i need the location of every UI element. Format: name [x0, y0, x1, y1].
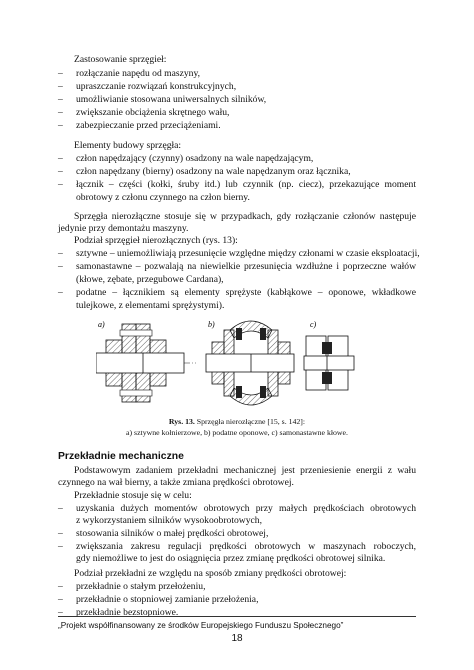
list-dash: –	[58, 153, 63, 164]
list-item: człon napędzany (bierny) osadzony na wale napędzanym oraz łącznika,	[76, 166, 351, 177]
list-dash: –	[58, 179, 63, 190]
list-item: zabezpieczanie przed przeciążeniami.	[76, 120, 221, 131]
figure-label-a: a)	[98, 320, 105, 329]
list-dash: –	[58, 541, 63, 552]
paragraph: Sprzęgła nierozłączne stosuje się w przypadkach, gdy rozłączanie członów następuje	[74, 211, 416, 222]
flexible-tyre-coupling-drawing	[206, 321, 294, 405]
paragraph-continuation: czynnego na wał bierny, a także zmiana prędkości obrotowej.	[58, 477, 294, 488]
section-title: Elementy budowy sprzęgła:	[74, 140, 182, 151]
list-item-continuation: (kłowe, zębate, przegubowe Cardana),	[76, 274, 224, 285]
list-intro: Podział przekładni ze względu na sposób zmiany prędkości obrotowej:	[74, 568, 347, 579]
list-item: samonastawne – pozwalają na niewielkie przesunięcia wzdłużne i poprzeczne wałów	[76, 261, 416, 272]
list-item: przekładnie o stopniowej zamianie przełożenia,	[76, 594, 259, 605]
paragraph: Podstawowym zadaniem przekładni mechanicznej jest przeniesienie energii z wału	[74, 465, 416, 476]
list-item: podatne – łącznikiem są elementy sprężyste (kabłąkowe – oponowe, wkładkowe	[76, 287, 416, 298]
figure-caption	[58, 417, 416, 427]
list-item: człon napędzający (czynny) osadzony na wale napędzającym,	[76, 153, 314, 164]
list-dash: –	[58, 287, 63, 298]
figure-label-b: b)	[208, 320, 215, 329]
page-number: 18	[231, 633, 243, 644]
footer-divider	[58, 616, 416, 617]
list-dash: –	[58, 607, 63, 618]
footer-text: „Projekt współfinansowany ze środków Europejskiego Funduszu Społecznego”	[58, 621, 344, 630]
list-dash: –	[58, 248, 63, 259]
list-dash: –	[58, 581, 63, 592]
list-item: uzyskania dużych momentów obrotowych przy małych prędkościach obrotowych	[76, 503, 416, 514]
list-dash: –	[58, 261, 63, 272]
list-item-continuation: tulejkowe, z elementami sprężystymi).	[76, 300, 225, 311]
list-dash: –	[58, 594, 63, 605]
list-item: sztywne – uniemożliwiają przesunięcie względne między członami w czasie eksploatacji,	[76, 248, 420, 259]
figure-label-c: c)	[310, 320, 317, 329]
list-dash: –	[58, 81, 63, 92]
figure-coupling-drawings	[96, 318, 356, 408]
list-item: upraszczanie rozwiązań konstrukcyjnych,	[76, 81, 237, 92]
list-dash: –	[58, 503, 63, 514]
list-item-continuation: z wykorzystaniem silników wysokoobrotowych,	[76, 515, 262, 526]
list-item-continuation: obrotowy z członu czynnego na człon bierny.	[76, 192, 250, 203]
coupling-drawing-svg	[96, 318, 356, 408]
list-item: zwiększanie obciążenia skrętnego wału,	[76, 107, 230, 118]
list-dash: –	[58, 166, 63, 177]
list-item: umożliwianie stosowana uniwersalnych silników,	[76, 94, 267, 105]
list-dash: –	[58, 120, 63, 131]
list-item: przekładnie bezstopniowe.	[76, 607, 179, 618]
figure-caption-line2: a) sztywne kołnierzowe, b) podatne oponowe, c) samonastawne kłowe.	[126, 428, 348, 437]
caption-label: Rys. 13.	[168, 417, 195, 426]
list-item-continuation: gdy niemożliwe to jest do osiągnięcia przez zmianę prędkości obrotowej silnika.	[76, 553, 386, 564]
list-intro: Przekładnie stosuje się w celu:	[74, 490, 192, 501]
list-dash: –	[58, 107, 63, 118]
section-heading: Przekładnie mechaniczne	[58, 451, 184, 462]
list-intro: Podział sprzęgieł nierozłącznych (rys. 13):	[74, 235, 238, 246]
claw-coupling-drawing	[304, 336, 356, 390]
caption-text: Sprzęgła nierozłączne [15, s. 142]:	[194, 417, 306, 426]
list-item: rozłączanie napędu od maszyny,	[76, 68, 201, 79]
paragraph-continuation: jedynie przy demontażu maszyny.	[58, 223, 189, 234]
list-dash: –	[58, 528, 63, 539]
list-item: zwiększania zakresu regulacji prędkości obrotowych w maszynach roboczych,	[76, 541, 416, 552]
rigid-flange-coupling-drawing	[96, 324, 196, 402]
list-item: stosowania silników o małej prędkości obrotowej,	[76, 528, 269, 539]
section-title: Zastosowanie sprzęgieł:	[74, 54, 167, 65]
list-dash: –	[58, 94, 63, 105]
list-item: łącznik – części (kołki, śruby itd.) lub czynnik (np. ciecz), przekazujące moment	[76, 179, 416, 190]
list-item: przekładnie o stałym przełożeniu,	[76, 581, 206, 592]
list-dash: –	[58, 68, 63, 79]
